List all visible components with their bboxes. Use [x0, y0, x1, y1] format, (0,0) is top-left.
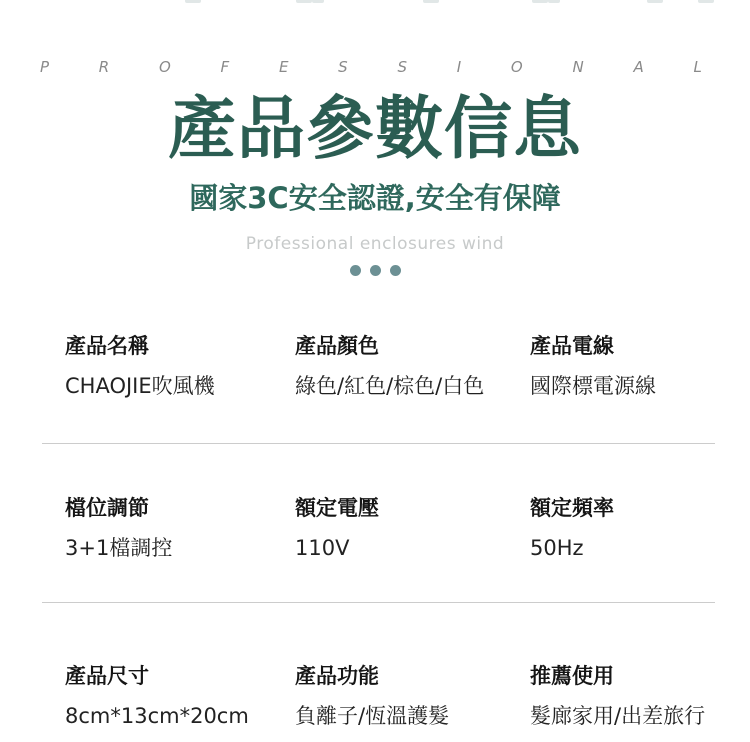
- crop-mark: [185, 0, 201, 3]
- spec-row: [0, 332, 750, 400]
- dot-icon: [350, 265, 361, 276]
- spec-cell: [530, 494, 740, 562]
- dots-separator: [0, 265, 750, 276]
- professional-letter: F: [220, 58, 230, 76]
- page-title: 產品參數信息: [167, 90, 582, 169]
- professional-letter: N: [572, 58, 584, 76]
- spec-label: 推薦使用: [530, 664, 614, 688]
- professional-letter: E: [278, 58, 289, 76]
- professional-letter: A: [633, 58, 644, 76]
- divider-line: [42, 602, 715, 603]
- spec-label: 產品名稱: [65, 334, 149, 358]
- spec-label: 額定頻率: [530, 496, 614, 520]
- crop-mark: [548, 0, 560, 3]
- spec-label: 額定電壓: [295, 496, 379, 520]
- spec-cell: [530, 662, 740, 730]
- professional-letter: O: [158, 58, 171, 76]
- crop-mark: [312, 0, 324, 3]
- crop-mark: [423, 0, 439, 3]
- professional-letter: L: [693, 58, 702, 76]
- page-subtitle: 國家3C安全認證,安全有保障: [189, 181, 561, 215]
- crop-mark: [698, 0, 714, 3]
- spec-row: [0, 662, 750, 730]
- dot-icon: [390, 265, 401, 276]
- spec-label: 產品功能: [295, 664, 379, 688]
- spec-value: 髮廊家用/出差旅行: [530, 704, 706, 728]
- spec-cell: [295, 494, 530, 562]
- spec-cell: [530, 332, 740, 400]
- crop-mark: [296, 0, 312, 3]
- spec-cell: [295, 332, 530, 400]
- professional-letter: I: [456, 58, 462, 76]
- professional-letter: S: [338, 58, 348, 76]
- spec-value: 負離子/恆溫護髮: [295, 704, 450, 728]
- spec-value: 50Hz: [530, 536, 584, 560]
- spec-value: 110V: [295, 536, 350, 560]
- professional-letterspaced-heading: [40, 57, 702, 77]
- divider-line: [42, 443, 715, 444]
- professional-letter: P: [40, 58, 50, 76]
- spec-value: 綠色/紅色/棕色/白色: [295, 374, 485, 398]
- dot-icon: [370, 265, 381, 276]
- spec-label: 產品顏色: [295, 334, 379, 358]
- professional-letter: S: [397, 58, 407, 76]
- professional-letter: O: [510, 58, 523, 76]
- professional-letter: R: [98, 58, 110, 76]
- spec-cell: [65, 662, 295, 730]
- spec-value: CHAOJIE吹風機: [65, 374, 215, 398]
- spec-value: 8cm*13cm*20cm: [65, 704, 249, 728]
- spec-cell: [65, 494, 295, 562]
- spec-value: 3+1檔調控: [65, 536, 173, 560]
- spec-cell: [65, 332, 295, 400]
- spec-row: [0, 494, 750, 562]
- english-tagline: Professional enclosures wind: [245, 234, 505, 254]
- crop-mark: [532, 0, 548, 3]
- spec-label: 檔位調節: [65, 496, 149, 520]
- crop-mark: [647, 0, 663, 3]
- spec-value: 國際標電源線: [530, 374, 656, 398]
- spec-label: 產品電線: [530, 334, 614, 358]
- spec-cell: [295, 662, 530, 730]
- spec-label: 產品尺寸: [65, 664, 149, 688]
